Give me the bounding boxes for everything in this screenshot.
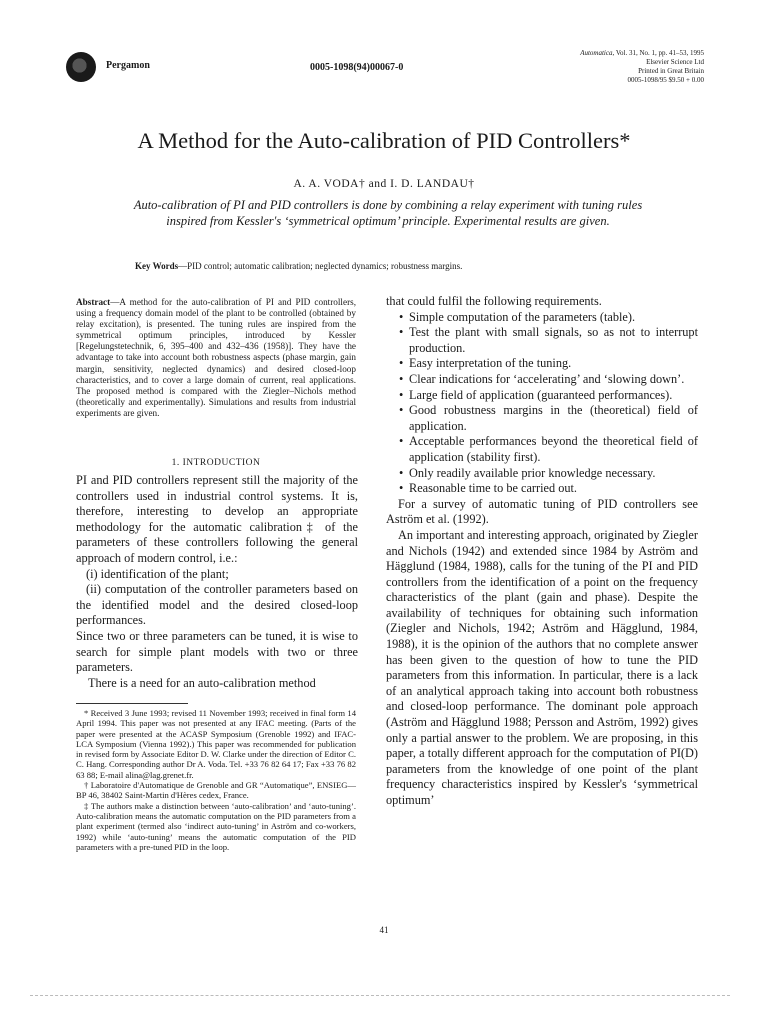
intro-paragraph-2: Since two or three parameters can be tuned, it is wise to search for simple plant models with two or three parameters. <box>76 628 358 675</box>
intro-list-item-1: (i) identification of the plant; <box>86 566 229 581</box>
paper-title: A Method for the Auto-calibration of PID Controllers* <box>137 128 631 153</box>
survey-paragraph: For a survey of automatic tuning of PID controllers see Aström et al. (1992). <box>386 496 698 527</box>
list-item: • Test the plant with small signals, so as not to interrupt production. <box>400 325 698 356</box>
section-heading-introduction: 1. INTRODUCTION <box>171 458 261 468</box>
page-number: 41 <box>379 925 389 935</box>
paper-authors: A. A. VODA† and I. D. LANDAU† <box>293 178 475 190</box>
journal-publisher: Elsevier Science Ltd <box>646 58 704 66</box>
abstract <box>76 297 356 419</box>
scan-edge-divider <box>30 995 730 996</box>
abstract-label: Abstract <box>76 297 111 307</box>
requirements-intro: that could fulfil the following requirements. <box>386 294 602 308</box>
key-words-label: Key Words <box>135 261 179 271</box>
publisher-name: Pergamon <box>106 60 150 71</box>
journal-issn: 0005-1098/95 $9.50 + 0.00 <box>627 76 704 84</box>
list-item: • Easy interpretation of the tuning. <box>400 356 698 372</box>
journal-citation <box>580 49 704 85</box>
list-item: • Acceptable performances beyond the theoretical field of application (stability first). <box>400 434 698 465</box>
list-item: • Simple computation of the parameters (table). <box>400 310 698 326</box>
intro-list-item-2: (ii) computation of the controller parameters based on the identified model and the desired closed-loop performances. <box>76 582 358 628</box>
introduction-text <box>76 473 358 691</box>
footnote-divider <box>76 703 188 704</box>
key-words-text: —PID control; automatic calibration; neglected dynamics; robustness margins. <box>178 261 463 271</box>
list-item: • Clear indications for ‘accelerating’ and ‘slowing down’. <box>400 372 698 388</box>
list-item: • Only readily available prior knowledge necessary. <box>400 466 698 482</box>
intro-paragraph-3: There is a need for an auto-calibration method <box>88 675 316 690</box>
journal-header <box>66 46 704 96</box>
requirements-list <box>386 310 698 497</box>
abstract-text: —A method for the auto-calibration of PI and PID controllers, using a frequency domain model of the plant to be controlled (obtained by relay excitation), is presented. The tuning rules are inspired from the symmetrical optimum principles, introduced by Kessler [Regelungstetechnik, 6, 395–400 and 432–436 (1958)]. They have the advantage to take into account both robustness aspects (phase margin, gain margin, sensitivity, neglected dynamics) and desired closed-loop characteristics, and to cover a large domain of current, real applications. The proposed method is compared with the Ziegler–Nichols method (theoretically and experimentally). Simulations and results from industrial experiments are given. <box>76 297 356 418</box>
footnotes <box>76 708 356 852</box>
footnote-received: * Received 3 June 1993; revised 11 November 1993; received in final form 14 April 1994. This paper was not presented at any IFAC meeting. (Parts of the paper were presented at the ACASP Symposium (Grenoble 1992) and IFAC-LCA Symposium (Vienna 1992).) This paper was recommended for publication in revised form by Associate Editor D. W. Clarke under the direction of Editor C. C. Hang. Corresponding author Dr A. Voda. Tel. +33 76 82 64 17; Fax +33 76 82 63 88; E-mail alina@lag.grenet.fr. <box>76 708 356 780</box>
footnote-affiliation: † Laboratoire d'Automatique de Grenoble and GR “Automatique”, ENSIEG—BP 46, 38402 Saint-Martin d'Hères cedex, France. <box>76 780 356 801</box>
footnote-definition: ‡ The authors make a distinction between ‘auto-calibration’ and ‘auto-tuning’. Auto-calibration means the automatic computation on the PID parameters from a plant experiment (termed also ‘indirect auto-tuning’ in Aström and co-workers, 1992) while ‘auto-tuning’ means the automatic computation of the PID parameters with a pre-tuned PID in the loop. <box>76 800 356 852</box>
list-item: • Large field of application (guaranteed performances). <box>400 388 698 404</box>
journal-volume: , Vol. 31, No. 1, pp. 41–53, 1995 <box>612 49 704 57</box>
journal-name: Automatica <box>580 49 613 57</box>
list-item: • Good robustness margins in the (theoretical) field of application. <box>400 403 698 434</box>
publisher-logo-icon <box>66 52 96 82</box>
key-words <box>135 261 645 271</box>
paper-summary: Auto-calibration of PI and PID controllers is done by combining a relay experiment with tuning rules inspired from Kessler's ‘symmetrical optimum’ principle. Experimental results are given. <box>133 198 643 228</box>
journal-printed: Printed in Great Britain <box>638 67 704 75</box>
approach-paragraph: An important and interesting approach, originated by Ziegler and Nichols (1942) and extended since 1984 by Aström and Hägglund (1984, 1988), calls for the tuning of the PI and PID controllers from the identification of a point on the frequency characteristics of the plant (gain and phase). Despite the availability of techniques for obtaining such information (Ziegler and Nichols, 1942; Aström and Hägglund, 1984, 1988), it is the opinion of the authors that no complete answer has been given to the question of how to tune the PID parameters from this information. In particular, there is a lack of an analytical approach taking into account both robustness and closed-loop performance. The dominant pole approach (Aström and Hägglund 1988; Persson and Aström, 1992) gives only a partial answer to the problem. We are proposing, in this paper, a totally different approach for the computation of PI(D) parameters from the knowledge of one point of the plant frequency characteristics inspired by Kessler's ‘symmetrical optimum’ <box>386 527 698 807</box>
intro-paragraph-1: PI and PID controllers represent still the majority of the controllers used in industrial control systems. It is, therefore, interesting to develop an appropriate methodology for the automatic calibration‡ of the parameters of these controllers following the general approach of modern control, i.e.: <box>76 473 358 565</box>
list-item: • Reasonable time to be carried out. <box>400 481 698 497</box>
right-column-text <box>386 294 698 809</box>
article-doi: 0005-1098(94)00067-0 <box>310 62 404 73</box>
